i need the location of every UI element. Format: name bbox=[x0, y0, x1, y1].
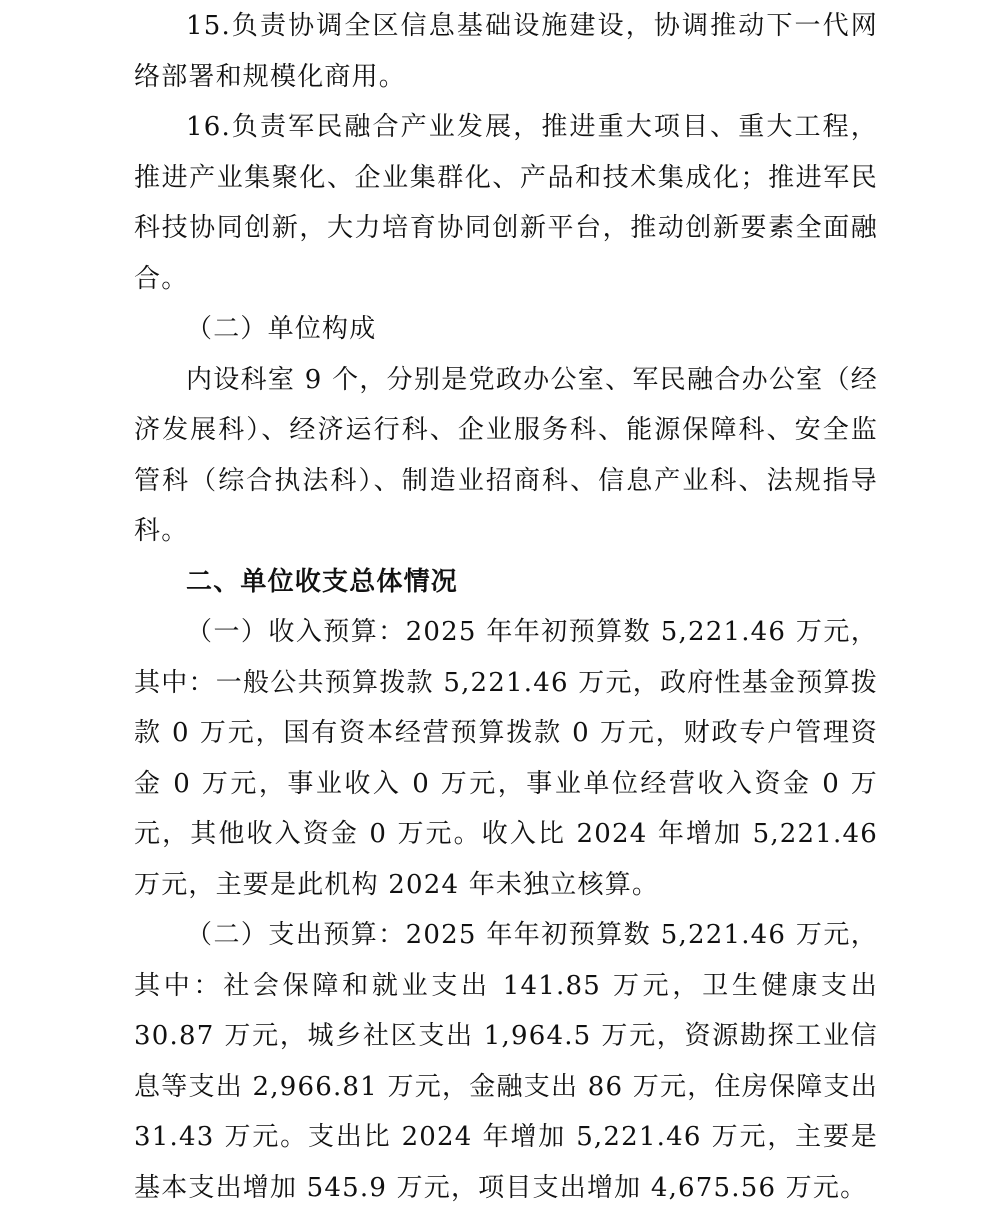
paragraph-item-16: 16.负责军民融合产业发展，推进重大项目、重大工程，推进产业集聚化、企业集群化、产品和技术集成化；推进军民科技协同创新，大力培育协同创新平台，推动创新要素全面融合。 bbox=[134, 112, 878, 294]
expense-budget-text: 2025 年年初预算数 5,221.46 万元，其中：社会保障和就业支出 141.85 万元，卫生健康支出 30.87 万元，城乡社区支出 1,964.5 万元，资源勘探工业信息等支出 2,966.81 万元，金融支出 86 万元，住房保障支出 31.43 万元。支出比 2024 年增加 5,221.46 万元，主要是基本支出增加 545.9 万元，项目支出增加 4,675.56 万元。 bbox=[134, 920, 878, 1203]
sub-heading-unit-structure: （二）单位构成 bbox=[186, 314, 377, 344]
document-page bbox=[134, 0, 878, 1203]
section-heading-income-expense: 二、单位收支总体情况 bbox=[186, 566, 459, 597]
income-budget-label: （一）收入预算： bbox=[186, 617, 406, 647]
paragraph-item-15: 15.负责协调全区信息基础设施建设，协调推动下一代网络部署和规模化商用。 bbox=[134, 11, 878, 92]
paragraph-unit-structure: 内设科室 9 个，分别是党政办公室、军民融合办公室（经济发展科）、经济运行科、企业服务科、能源保障科、安全监管科（综合执法科）、制造业招商科、信息产业科、法规指导科。 bbox=[134, 364, 878, 546]
income-budget-text: 2025 年年初预算数 5,221.46 万元，其中：一般公共预算拨款 5,221.46 万元，政府性基金预算拨款 0 万元，国有资本经营预算拨款 0 万元，财政专户管理资金 0 万元，事业收入 0 万元，事业单位经营收入资金 0 万元，其他收入资金 0 万元。收入比 2024 年增加 5,221.46 万元，主要是此机构 2024 年未独立核算。 bbox=[134, 617, 878, 900]
paragraph-income-budget bbox=[134, 607, 878, 910]
expense-budget-label: （二）支出预算： bbox=[186, 920, 406, 950]
paragraph-expense-budget bbox=[134, 910, 878, 1213]
